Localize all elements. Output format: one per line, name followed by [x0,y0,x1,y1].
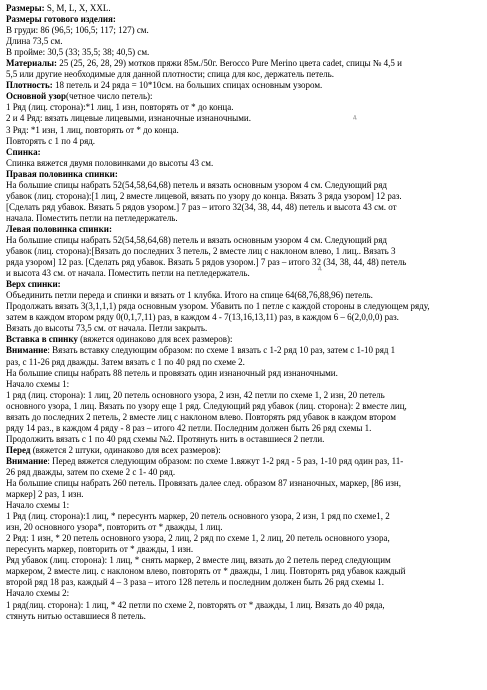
front-label: Перед [6,444,31,455]
front-heading [6,445,481,456]
top-back-line-3: затем в каждом втором ряду 0(0,1,7,11) раз, в каждом 4 - 7(13,16,13,11) раз, в каждом 6 – 6(2,0,0,0) раз. [6,312,399,323]
right-half-line-2: убавок (лиц. сторона):[1 лиц, 2 вместе лицевой, вязать по узору до конца. Вязать 3 ряда узором] 12 раз. [6,190,402,201]
right-half-heading: Правая половинка спинки: [6,168,118,179]
insert-line-6: основного узора, 1 лиц. Вязать по узору еще 1 ряд. Следующий ряд убавок (лиц. сторона): 2 вместе лиц, [6,400,407,411]
insert-heading [6,334,481,345]
top-back-line-4: Вязать до высоты 73,5 см. от начала. Петли закрыть. [6,323,208,334]
front-attention-label: Внимание [6,455,48,466]
insert-line-9: Продолжить вязать с 1 по 40 ряд схемы №2. Протянуть нить в оставшиеся 2 петли. [6,433,325,444]
insert-note: (вяжется одинаково для всех размеров): [77,334,233,345]
pattern-row-1: 1 Ряд (лиц. сторона):*1 лиц, 1 изн, повторять от * до конца. [6,102,234,113]
right-half-line-1: На большие спицы набрать 52(54,58,64,68) петель и вязать основным узором 4 см. Следующий ряд [6,179,388,190]
pattern-row-3: 3 Ряд: *1 изн, 1 лиц, повторять от * до конца. [6,124,179,135]
insert-attention-text: : Вязать вставку следующим образом: по схеме 1 вязать с 1-2 ряд 10 раз, затем с 1-10 ряд 1 [47,345,396,356]
front-line-10: Ряд убавок (лиц. сторона): 1 лиц, * снять маркер, 2 вместе лиц, вязать до 2 петель перед следующим [6,555,391,566]
left-half-heading: Левая половинка спинки: [6,223,112,234]
front-line-6: 1 Ряд (лиц. сторона):1 лиц, * пересунть маркер, 20 петель основного узора, 2 изн, 1 ряд по схеме1, 2 [6,511,390,522]
materials-text: 25 (25, 26, 28, 29) мотков пряжи 85м./50г. Berocco Pure Merino цвета cadet, спицы № 4,5 и [57,58,402,69]
left-half-line-2: убавок (лиц. сторона):[Вязать до последних 3 петель, 2 вместе лиц с наклоном влево, 1 лиц.. Вязать 3 [6,246,396,257]
insert-line-2: раз, с 11-26 ряд дважды. Затем вязать с 1 по 40 ряд по схеме 2. [6,356,245,367]
watermark-mark: 4 [317,265,323,274]
insert-line-7: вязать до последних 2 петель, 2 вместе лиц с наклоном влево. Повторять ряд убавок в каждом втором [6,411,396,422]
gauge-line [6,80,481,91]
back-text: Спинка вяжется двумя половинками до высоты 43 см. [6,157,214,168]
front-line-2: 26 ряд дважды, затем по схеме 2 с 1- 40 ряд. [6,466,176,477]
insert-line-5: 1 ряд (лиц. сторона): 1 лиц, 20 петель основного узора, 2 изн, 42 петли по схеме 1, 2 изн, 20 петель [6,389,385,400]
front-line-4: маркер] 2 раз, 1 изн. [6,489,84,500]
front-attention-text: : Перед вяжется следующим образом: по схеме 1.вяжут 1-2 ряд - 5 раз, 1-10 ряд один раз, 11- [47,455,404,466]
pattern-heading [6,91,481,102]
front-line-9: пересунть маркер, повторить от * дважды, 1 изн. [6,544,194,555]
right-half-line-4: начала. Поместить петли на петледержатель. [6,212,178,223]
armhole-line: В пройме: 30,5 (33; 35,5; 38; 40,5) см. [6,47,150,58]
top-back-heading: Верх спинки: [6,279,61,290]
sizes-line [6,3,481,14]
pattern-note: (четное число петель): [66,91,153,102]
materials-line-1 [6,58,481,69]
back-heading: Спинка: [6,146,41,157]
finished-sizes-heading: Размеры готового изделия: [6,14,116,25]
front-line-14: 1 ряд(лиц. сторона): 1 лиц, * 42 петли по схеме 2, повторять от * дважды, 1 лиц. Вязать до 40 ряда, [6,599,385,610]
front-line-7: изн, 20 основного узора*, повторить от * дважды, 1 лиц. [6,522,223,533]
top-back-line-1: Объединить петли переда и спинки и вязать от 1 клубка. Итого на спице 64(68,76,88,96) петель. [6,290,373,301]
pattern-label: Основной узор [6,91,67,102]
right-half-line-3: [Сделать ряд убавок. Вязать 5 рядов узором.] 7 раз – итого 32(34, 38, 44, 48) петель и высота 43 см. от [6,201,397,212]
pattern-row-2: 2 и 4 Ряд: вязать лицевые лицевыми, изнаночные изнаночными. [6,113,251,124]
pattern-repeat: Повторять с 1 по 4 ряд. [6,135,96,146]
front-line-5: Начало схемы 1: [6,500,70,511]
front-line-3: На большие спицы набрать 260 петель. Провязать далее след. образом 87 изнаночных, маркер, [86 изн, [6,478,401,489]
front-note: (вяжется 2 штуки, одинаково для всех размеров): [30,444,221,455]
materials-line-2: 5,5 или другие необходимые для данной плотности; спица для кос, держатель петель. [6,69,334,80]
front-line-11: маркером, 2 вместе лиц. с наклоном влево, повторять от * дважды, 1 лиц. Повторять ряд убавок каждый [6,566,406,577]
gauge-value: 18 петель и 24 ряда = 10*10см. на больших спицах основным узором. [52,80,323,91]
insert-line-3: На большие спицы набрать 88 петель и провязать один изнаночный ряд изнаночными. [6,367,338,378]
gauge-label: Плотность: [6,80,53,91]
front-line-12: второй ряд 18 раз, каждый 4 – 3 раза – итого 128 петель и последним должен быть 26 ряд схемы 1. [6,577,385,588]
left-half-line-4: и высота 43 см. от начала. Поместить петли на петледержатель. [6,268,250,279]
insert-label: Вставка в спинку [6,334,78,345]
front-line-1 [6,456,481,467]
front-line-15: стянуть нитью оставшиеся 8 петель. [6,610,146,621]
insert-line-1 [6,345,481,356]
insert-attention-label: Внимание [6,345,48,356]
watermark-mark: 4 [352,114,358,123]
materials-label: Материалы: [6,58,58,69]
insert-line-4: Начало схемы 1: [6,378,70,389]
left-half-line-1: На большие спицы набрать 52(54,58,64,68) петель и вязать основным узором 4 см. Следующий ряд [6,234,388,245]
insert-line-8: ряду 14 раз., в каждом 4 ряду - 8 раз – итого 42 петли. Последним должен быть 26 ряд схемы 1. [6,422,372,433]
left-half-line-3: ряда узором] 12 раз. [Сделать ряд убавок. Вязать 5 рядов узором.] 7 раз – итого 32 (34, 38, 44, 48) петель [6,257,407,268]
front-line-13: Начало схемы 2: [6,588,70,599]
sizes-value: S, M, L, X, XXL. [44,3,111,13]
top-back-line-2: Продолжать вязать 3(3,1,1,1) ряда основным узором. Убавить по 1 петле с каждой стороны в следующем ряду, [6,301,430,312]
chest-line: В груди: 86 (96,5; 106,5; 117; 127) см. [6,25,149,36]
front-line-8: 2 Ряд: 1 изн, * 20 петель основного узора, 2 лиц, 2 ряд по схеме 1, 2 лиц, 20 петель основного узора, [6,533,390,544]
length-line: Длина 73,5 см. [6,36,63,47]
sizes-label: Размеры: [6,3,45,13]
